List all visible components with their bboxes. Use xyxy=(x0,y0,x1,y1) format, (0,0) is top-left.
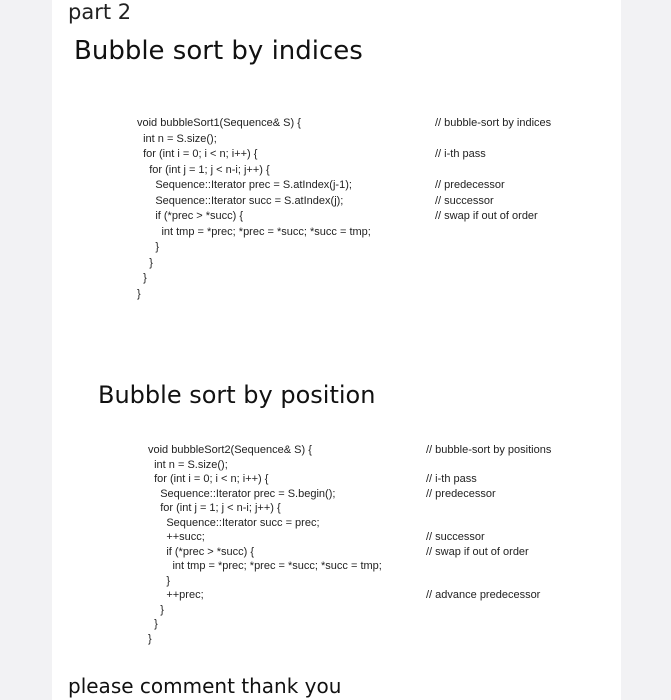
code-line: } xyxy=(137,272,147,284)
code-line: } xyxy=(137,241,160,253)
code-line: Sequence::Iterator succ = S.atIndex(j); xyxy=(137,194,344,207)
code-comment: // successor xyxy=(426,531,485,543)
section-title-position: Bubble sort by position xyxy=(98,381,376,409)
code-comment: // predecessor xyxy=(426,487,496,500)
code-line: Sequence::Iterator succ = prec; xyxy=(148,516,320,529)
code-line: void bubbleSort2(Sequence& S) { xyxy=(148,444,312,456)
left-margin-strip xyxy=(0,0,52,700)
code-line: } xyxy=(137,287,141,300)
code-block-indices xyxy=(137,117,587,307)
right-margin-strip xyxy=(621,0,671,700)
code-comment: // i-th pass xyxy=(426,473,477,485)
code-comment: // swap if out of order xyxy=(435,210,538,222)
code-line: for (int i = 0; i < n; i++) { xyxy=(148,473,269,485)
code-line: if (*prec > *succ) { xyxy=(148,545,255,558)
code-line: void bubbleSort1(Sequence& S) { xyxy=(137,117,301,129)
part-label: part 2 xyxy=(68,0,132,24)
code-block-position xyxy=(148,444,578,654)
code-line: Sequence::Iterator prec = S.atIndex(j-1); xyxy=(137,179,352,191)
code-line: int n = S.size(); xyxy=(137,132,217,145)
code-line: for (int j = 1; j < n-i; j++) { xyxy=(148,502,281,514)
code-comment: // i-th pass xyxy=(435,148,486,160)
code-line: Sequence::Iterator prec = S.begin(); xyxy=(148,487,336,500)
code-line: for (int i = 0; i < n; i++) { xyxy=(137,148,258,160)
code-line: if (*prec > *succ) { xyxy=(137,210,244,222)
code-comment: // swap if out of order xyxy=(426,545,529,558)
code-line: } xyxy=(148,632,152,645)
code-line: } xyxy=(148,603,164,616)
code-comment: // advance predecessor xyxy=(426,589,541,601)
code-line: int tmp = *prec; *prec = *succ; *succ = tmp; xyxy=(137,225,371,238)
code-line: } xyxy=(148,618,158,630)
code-line: ++prec; xyxy=(148,589,204,601)
code-comment: // bubble-sort by indices xyxy=(435,117,552,129)
code-line: } xyxy=(148,574,171,587)
code-comment: // predecessor xyxy=(435,179,505,191)
code-comment: // successor xyxy=(435,194,494,207)
section-title-indices: Bubble sort by indices xyxy=(74,36,363,66)
footer-note: please comment thank you xyxy=(68,674,342,698)
code-line: } xyxy=(137,256,153,269)
code-line: int n = S.size(); xyxy=(148,458,228,471)
code-comment: // bubble-sort by positions xyxy=(426,444,552,456)
code-line: ++succ; xyxy=(148,531,205,543)
code-line: for (int j = 1; j < n-i; j++) { xyxy=(137,163,270,176)
code-line: int tmp = *prec; *prec = *succ; *succ = tmp; xyxy=(148,560,382,572)
